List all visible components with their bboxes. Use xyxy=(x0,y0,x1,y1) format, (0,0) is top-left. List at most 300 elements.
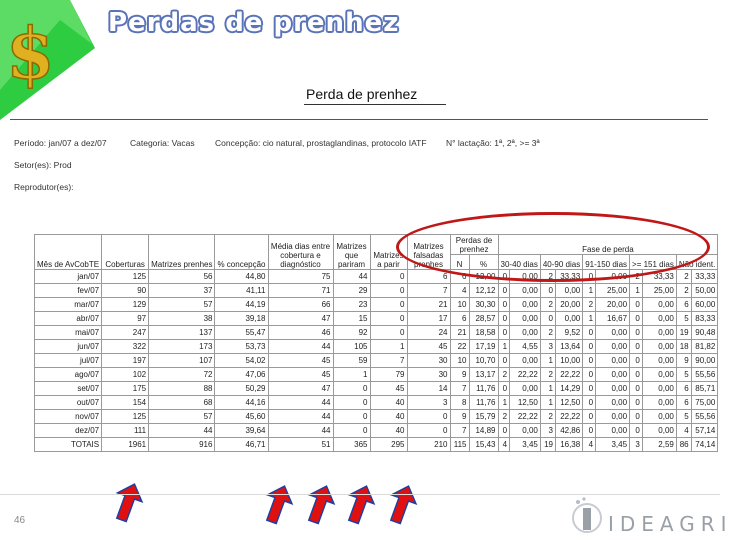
arrow-up-icon xyxy=(264,484,292,524)
table-row xyxy=(35,396,718,410)
cell-prenhes: 88 xyxy=(149,382,215,396)
cell-pct: 55,47 xyxy=(215,326,268,340)
cell-pct: 46,71 xyxy=(215,438,268,452)
cell-f5-pct: 81,82 xyxy=(691,340,718,354)
cell-f4-n: 0 xyxy=(630,298,643,312)
cell-media: 47 xyxy=(268,312,333,326)
cell-f4-n: 0 xyxy=(630,326,643,340)
col-matrizes-falsadas: Matrizes falsadas prenhes xyxy=(407,235,450,270)
fase-151: >= 151 dias xyxy=(630,255,677,270)
cell-mes: ago/07 xyxy=(35,368,102,382)
cell-aparir: 40 xyxy=(370,424,407,438)
table-row xyxy=(35,340,718,354)
cell-f4-pct: 33,33 xyxy=(642,270,676,284)
cell-f2-pct: 16,38 xyxy=(555,438,582,452)
cell-aparir: 40 xyxy=(370,410,407,424)
report-divider xyxy=(10,119,708,120)
cell-mes: jul/07 xyxy=(35,354,102,368)
cell-f3-n: 0 xyxy=(583,354,596,368)
cell-f1-pct: 0,00 xyxy=(510,312,541,326)
cell-f5-n: 18 xyxy=(676,340,691,354)
cell-media: 44 xyxy=(268,424,333,438)
arrow-up-icon xyxy=(114,482,142,522)
table-row xyxy=(35,354,718,368)
cell-f4-pct: 0,00 xyxy=(642,368,676,382)
cell-pct: 54,02 xyxy=(215,354,268,368)
table-row xyxy=(35,368,718,382)
cell-prenhes: 57 xyxy=(149,410,215,424)
cell-f2-n: 2 xyxy=(540,410,555,424)
cell-f1-n: 0 xyxy=(498,326,510,340)
cell-f5-n: 5 xyxy=(676,368,691,382)
cell-f4-pct: 2,59 xyxy=(642,438,676,452)
cell-f1-pct: 12,50 xyxy=(510,396,541,410)
fase-91-150: 91-150 dias xyxy=(583,255,630,270)
cell-f2-n: 2 xyxy=(540,368,555,382)
cell-perdas-pct: 18,58 xyxy=(469,326,498,340)
cell-falsadas: 17 xyxy=(407,312,450,326)
cell-f2-pct: 9,52 xyxy=(555,326,582,340)
cell-perdas-pct: 14,89 xyxy=(469,424,498,438)
cell-f5-n: 2 xyxy=(676,270,691,284)
cell-f1-pct: 0,00 xyxy=(510,284,541,298)
cell-f2-pct: 10,00 xyxy=(555,354,582,368)
cell-f5-n: 4 xyxy=(676,424,691,438)
table-row xyxy=(35,312,718,326)
col-mes: Mês de AvCobTE xyxy=(35,235,102,270)
cell-f2-n: 2 xyxy=(540,298,555,312)
cell-prenhes: 38 xyxy=(149,312,215,326)
cell-f2-n: 19 xyxy=(540,438,555,452)
cell-prenhes: 916 xyxy=(149,438,215,452)
fase-nao-ident: Não ident. xyxy=(676,255,717,270)
cell-f4-pct: 0,00 xyxy=(642,298,676,312)
cell-f3-n: 0 xyxy=(583,326,596,340)
cell-aparir: 0 xyxy=(370,284,407,298)
cell-aparir: 79 xyxy=(370,368,407,382)
cell-f1-n: 0 xyxy=(498,312,510,326)
cell-f1-n: 0 xyxy=(498,284,510,298)
cell-f1-pct: 0,00 xyxy=(510,382,541,396)
cell-f5-pct: 33,33 xyxy=(691,270,718,284)
cell-f4-pct: 0,00 xyxy=(642,424,676,438)
cell-f4-pct: 25,00 xyxy=(642,284,676,298)
cell-mes: nov/07 xyxy=(35,410,102,424)
cell-mes: jun/07 xyxy=(35,340,102,354)
cell-f2-pct: 12,50 xyxy=(555,396,582,410)
cell-f3-n: 4 xyxy=(583,438,596,452)
cell-f1-n: 0 xyxy=(498,270,510,284)
cell-f4-n: 2 xyxy=(630,270,643,284)
cell-f4-n: 0 xyxy=(630,424,643,438)
cell-aparir: 7 xyxy=(370,354,407,368)
cell-media: 46 xyxy=(268,326,333,340)
cell-f2-n: 1 xyxy=(540,396,555,410)
cell-falsadas: 6 xyxy=(407,270,450,284)
cell-f2-pct: 20,00 xyxy=(555,298,582,312)
table-row xyxy=(35,326,718,340)
cell-media: 45 xyxy=(268,368,333,382)
cell-f4-n: 0 xyxy=(630,340,643,354)
cell-f5-pct: 57,14 xyxy=(691,424,718,438)
svg-text:$: $ xyxy=(6,12,55,95)
sub-pct: % xyxy=(469,255,498,270)
cell-f4-n: 0 xyxy=(630,410,643,424)
cell-f4-n: 0 xyxy=(630,396,643,410)
cell-media: 66 xyxy=(268,298,333,312)
cell-media: 47 xyxy=(268,382,333,396)
cell-f5-pct: 60,00 xyxy=(691,298,718,312)
cell-f2-n: 2 xyxy=(540,326,555,340)
cell-pct: 44,16 xyxy=(215,396,268,410)
cell-f2-pct: 42,86 xyxy=(555,424,582,438)
cell-f3-pct: 0,00 xyxy=(596,340,630,354)
cell-perdas-pct: 11,76 xyxy=(469,382,498,396)
cell-perdas-n: 8 xyxy=(450,396,469,410)
cell-cob: 1961 xyxy=(102,438,149,452)
cell-media: 44 xyxy=(268,410,333,424)
cell-mes: fev/07 xyxy=(35,284,102,298)
filter-reprodutor: Reprodutor(es): xyxy=(14,182,74,192)
cell-perdas-pct: 12,00 xyxy=(469,270,498,284)
fase-30-40: 30-40 dias xyxy=(498,255,540,270)
cell-f1-n: 0 xyxy=(498,354,510,368)
cell-f1-pct: 4,55 xyxy=(510,340,541,354)
cell-media: 71 xyxy=(268,284,333,298)
cell-f3-pct: 25,00 xyxy=(596,284,630,298)
cell-perdas-n: 4 xyxy=(450,284,469,298)
cell-prenhes: 173 xyxy=(149,340,215,354)
cell-cob: 129 xyxy=(102,298,149,312)
cell-perdas-n: 7 xyxy=(450,382,469,396)
cell-cob: 175 xyxy=(102,382,149,396)
cell-falsadas: 3 xyxy=(407,396,450,410)
cell-perdas-n: 22 xyxy=(450,340,469,354)
cell-perdas-n: 7 xyxy=(450,424,469,438)
cell-f5-pct: 50,00 xyxy=(691,284,718,298)
cell-f5-pct: 83,33 xyxy=(691,312,718,326)
table-row xyxy=(35,382,718,396)
cell-f1-pct: 3,45 xyxy=(510,438,541,452)
cell-f1-pct: 0,00 xyxy=(510,270,541,284)
cell-f3-pct: 0,00 xyxy=(596,382,630,396)
cell-perdas-n: 6 xyxy=(450,270,469,284)
cell-f3-n: 0 xyxy=(583,396,596,410)
cell-f5-n: 86 xyxy=(676,438,691,452)
cell-pariram: 0 xyxy=(333,424,370,438)
col-fase-perda: Fase de perda xyxy=(498,235,718,255)
cell-f4-n: 1 xyxy=(630,284,643,298)
cell-f4-n: 0 xyxy=(630,382,643,396)
cell-perdas-n: 10 xyxy=(450,354,469,368)
cell-f4-pct: 0,00 xyxy=(642,382,676,396)
cell-f3-pct: 0,00 xyxy=(596,396,630,410)
cell-f1-n: 1 xyxy=(498,396,510,410)
cell-f4-pct: 0,00 xyxy=(642,354,676,368)
cell-falsadas: 0 xyxy=(407,424,450,438)
cell-pariram: 59 xyxy=(333,354,370,368)
cell-perdas-n: 10 xyxy=(450,298,469,312)
cell-f5-n: 9 xyxy=(676,354,691,368)
cell-f3-pct: 0,00 xyxy=(596,368,630,382)
cell-prenhes: 137 xyxy=(149,326,215,340)
highlight-oval xyxy=(396,212,710,282)
table-row xyxy=(35,298,718,312)
col-matrizes-a-parir: Matrizes a parir xyxy=(370,235,407,270)
arrow-up-icon xyxy=(388,484,416,524)
cell-f3-pct: 20,00 xyxy=(596,298,630,312)
cell-falsadas: 21 xyxy=(407,298,450,312)
cell-f3-n: 0 xyxy=(583,340,596,354)
cell-pariram: 1 xyxy=(333,368,370,382)
cell-f2-pct: 22,22 xyxy=(555,410,582,424)
cell-perdas-pct: 15,43 xyxy=(469,438,498,452)
cell-cob: 125 xyxy=(102,270,149,284)
cell-pariram: 15 xyxy=(333,312,370,326)
table-row xyxy=(35,284,718,298)
cell-f3-pct: 0,00 xyxy=(596,410,630,424)
cell-f3-n: 1 xyxy=(583,284,596,298)
cell-f5-pct: 90,00 xyxy=(691,354,718,368)
cell-pariram: 365 xyxy=(333,438,370,452)
cell-perdas-n: 115 xyxy=(450,438,469,452)
cell-f3-n: 0 xyxy=(583,270,596,284)
cell-f2-pct: 22,22 xyxy=(555,368,582,382)
cell-f2-pct: 0,00 xyxy=(555,312,582,326)
cell-pct: 39,18 xyxy=(215,312,268,326)
cell-f3-pct: 3,45 xyxy=(596,438,630,452)
cell-f1-n: 2 xyxy=(498,368,510,382)
filter-concepcao: Concepção: cio natural, prostaglandinas, protocolo IATF xyxy=(215,138,427,148)
cell-aparir: 0 xyxy=(370,312,407,326)
cell-pariram: 0 xyxy=(333,382,370,396)
cell-aparir: 295 xyxy=(370,438,407,452)
cell-f3-n: 0 xyxy=(583,424,596,438)
cell-prenhes: 107 xyxy=(149,354,215,368)
cell-perdas-pct: 13,17 xyxy=(469,368,498,382)
cell-aparir: 0 xyxy=(370,298,407,312)
cell-prenhes: 68 xyxy=(149,396,215,410)
cell-f1-n: 4 xyxy=(498,438,510,452)
table-row xyxy=(35,424,718,438)
cell-pariram: 0 xyxy=(333,396,370,410)
cell-falsadas: 14 xyxy=(407,382,450,396)
col-pct-concepcao: % concepção xyxy=(215,235,268,270)
col-media-dias: Média dias entre cobertura e diagnóstico xyxy=(268,235,333,270)
cell-pariram: 44 xyxy=(333,270,370,284)
cell-f5-n: 6 xyxy=(676,396,691,410)
page-number: 46 xyxy=(14,515,26,526)
cell-f2-pct: 13,64 xyxy=(555,340,582,354)
cell-pct: 47,06 xyxy=(215,368,268,382)
cell-f1-n: 2 xyxy=(498,410,510,424)
cell-media: 75 xyxy=(268,270,333,284)
cell-pariram: 105 xyxy=(333,340,370,354)
cell-f5-n: 2 xyxy=(676,284,691,298)
cell-aparir: 0 xyxy=(370,270,407,284)
cell-media: 44 xyxy=(268,340,333,354)
cell-pct: 53,73 xyxy=(215,340,268,354)
cell-aparir: 40 xyxy=(370,396,407,410)
cell-mes: TOTAIS xyxy=(35,438,102,452)
col-matrizes-prenhes: Matrizes prenhes xyxy=(149,235,215,270)
brand-name: IDEAGRI xyxy=(608,512,733,536)
cell-f4-pct: 0,00 xyxy=(642,340,676,354)
cell-pct: 50,29 xyxy=(215,382,268,396)
table-row xyxy=(35,438,718,452)
cell-mes: mar/07 xyxy=(35,298,102,312)
cell-f4-n: 0 xyxy=(630,368,643,382)
cell-falsadas: 45 xyxy=(407,340,450,354)
cell-mes: dez/07 xyxy=(35,424,102,438)
cell-pariram: 92 xyxy=(333,326,370,340)
cell-prenhes: 37 xyxy=(149,284,215,298)
cell-f5-pct: 55,56 xyxy=(691,368,718,382)
cell-f4-n: 3 xyxy=(630,438,643,452)
cell-f5-n: 5 xyxy=(676,312,691,326)
cell-cob: 322 xyxy=(102,340,149,354)
fase-40-90: 40-90 dias xyxy=(540,255,582,270)
col-matrizes-pariram: Matrizes que pariram xyxy=(333,235,370,270)
cell-pariram: 0 xyxy=(333,410,370,424)
cell-f1-pct: 0,00 xyxy=(510,298,541,312)
table-row xyxy=(35,410,718,424)
cell-prenhes: 56 xyxy=(149,270,215,284)
cell-f1-pct: 22,22 xyxy=(510,368,541,382)
cell-media: 44 xyxy=(268,396,333,410)
cell-cob: 90 xyxy=(102,284,149,298)
cell-f1-n: 0 xyxy=(498,424,510,438)
cell-f2-pct: 14,29 xyxy=(555,382,582,396)
cell-perdas-n: 9 xyxy=(450,368,469,382)
cell-falsadas: 30 xyxy=(407,368,450,382)
cell-f5-pct: 90,48 xyxy=(691,326,718,340)
col-coberturas: Coberturas xyxy=(102,235,149,270)
cell-falsadas: 24 xyxy=(407,326,450,340)
cell-f3-pct: 0,00 xyxy=(596,270,630,284)
cell-f5-pct: 55,56 xyxy=(691,410,718,424)
cell-media: 51 xyxy=(268,438,333,452)
cell-f2-n: 2 xyxy=(540,270,555,284)
cell-falsadas: 30 xyxy=(407,354,450,368)
cell-cob: 102 xyxy=(102,368,149,382)
col-perdas-prenhez: Perdas de prenhez xyxy=(450,235,498,255)
cell-pct: 44,19 xyxy=(215,298,268,312)
cell-f3-n: 0 xyxy=(583,368,596,382)
cell-cob: 197 xyxy=(102,354,149,368)
footer-divider xyxy=(0,494,720,495)
cell-mes: set/07 xyxy=(35,382,102,396)
report-title-underline xyxy=(304,104,446,105)
cell-perdas-n: 21 xyxy=(450,326,469,340)
cell-perdas-pct: 28,57 xyxy=(469,312,498,326)
cell-f4-pct: 0,00 xyxy=(642,410,676,424)
cell-f4-pct: 0,00 xyxy=(642,312,676,326)
cell-mes: jan/07 xyxy=(35,270,102,284)
cell-mes: out/07 xyxy=(35,396,102,410)
cell-f3-pct: 0,00 xyxy=(596,326,630,340)
cell-f3-n: 0 xyxy=(583,410,596,424)
cell-aparir: 45 xyxy=(370,382,407,396)
cell-f4-n: 0 xyxy=(630,312,643,326)
cell-f3-pct: 16,67 xyxy=(596,312,630,326)
cell-f2-n: 3 xyxy=(540,424,555,438)
cell-perdas-n: 9 xyxy=(450,410,469,424)
cell-prenhes: 57 xyxy=(149,298,215,312)
cell-f5-n: 5 xyxy=(676,410,691,424)
cell-pct: 45,60 xyxy=(215,410,268,424)
dollar-logo-icon xyxy=(0,0,95,120)
cell-f3-n: 2 xyxy=(583,298,596,312)
cell-f2-pct: 0,00 xyxy=(555,284,582,298)
perdas-table-body xyxy=(35,270,718,452)
cell-perdas-pct: 10,70 xyxy=(469,354,498,368)
cell-f2-n: 0 xyxy=(540,312,555,326)
report-title: Perda de prenhez xyxy=(306,86,418,102)
cell-cob: 154 xyxy=(102,396,149,410)
cell-f1-n: 1 xyxy=(498,340,510,354)
arrow-up-icon xyxy=(346,484,374,524)
cell-f1-n: 0 xyxy=(498,298,510,312)
cell-f2-pct: 33,33 xyxy=(555,270,582,284)
cell-f1-pct: 0,00 xyxy=(510,326,541,340)
cell-f1-pct: 0,00 xyxy=(510,354,541,368)
cell-f2-n: 1 xyxy=(540,354,555,368)
cell-f5-pct: 74,14 xyxy=(691,438,718,452)
cell-perdas-pct: 15,79 xyxy=(469,410,498,424)
cell-prenhes: 44 xyxy=(149,424,215,438)
cell-perdas-n: 6 xyxy=(450,312,469,326)
cell-perdas-pct: 12,12 xyxy=(469,284,498,298)
cell-cob: 125 xyxy=(102,410,149,424)
cell-perdas-pct: 17,19 xyxy=(469,340,498,354)
cell-cob: 111 xyxy=(102,424,149,438)
cell-perdas-pct: 11,76 xyxy=(469,396,498,410)
cell-aparir: 1 xyxy=(370,340,407,354)
cell-pct: 39,64 xyxy=(215,424,268,438)
ideagri-logo-icon xyxy=(570,496,604,536)
cell-cob: 97 xyxy=(102,312,149,326)
cell-pct: 41,11 xyxy=(215,284,268,298)
cell-media: 45 xyxy=(268,354,333,368)
cell-f1-pct: 0,00 xyxy=(510,424,541,438)
cell-mes: mai/07 xyxy=(35,326,102,340)
cell-falsadas: 210 xyxy=(407,438,450,452)
cell-f3-pct: 0,00 xyxy=(596,424,630,438)
cell-f2-n: 3 xyxy=(540,340,555,354)
cell-aparir: 0 xyxy=(370,326,407,340)
cell-f3-n: 1 xyxy=(583,312,596,326)
cell-f5-n: 6 xyxy=(676,382,691,396)
cell-f5-pct: 75,00 xyxy=(691,396,718,410)
cell-f3-pct: 0,00 xyxy=(596,354,630,368)
cell-perdas-pct: 30,30 xyxy=(469,298,498,312)
cell-f2-n: 1 xyxy=(540,382,555,396)
cell-f4-n: 0 xyxy=(630,354,643,368)
cell-mes: abr/07 xyxy=(35,312,102,326)
cell-pariram: 23 xyxy=(333,298,370,312)
cell-f1-pct: 22,22 xyxy=(510,410,541,424)
filter-categoria: Categoria: Vacas xyxy=(130,138,195,148)
cell-falsadas: 7 xyxy=(407,284,450,298)
cell-f3-n: 0 xyxy=(583,382,596,396)
filter-setor: Setor(es): Prod xyxy=(14,160,72,170)
slide-title: Perdas de prenhez xyxy=(108,8,400,38)
filter-lactacao: N° lactação: 1ª, 2ª, >= 3ª xyxy=(446,138,540,148)
cell-pariram: 29 xyxy=(333,284,370,298)
cell-f4-pct: 0,00 xyxy=(642,396,676,410)
cell-falsadas: 0 xyxy=(407,410,450,424)
